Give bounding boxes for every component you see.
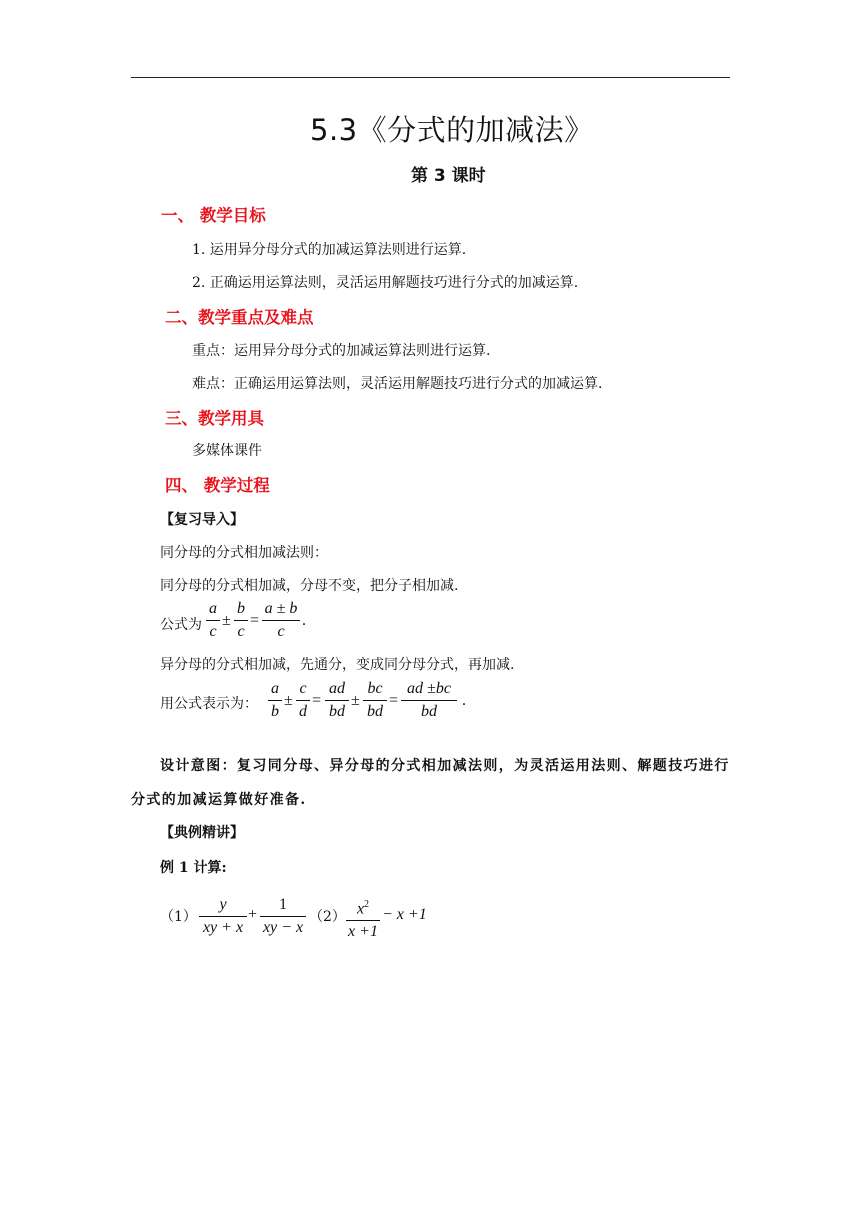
objective-item: 1. 运用异分母分式的加减运算法则进行运算. [192, 242, 467, 258]
period: . [302, 612, 306, 629]
denominator: c [209, 623, 217, 640]
equals-sign: = [312, 692, 322, 709]
numerator: ad ±bc [407, 680, 451, 697]
numerator: b [237, 600, 245, 617]
denominator: xy + x [202, 919, 244, 936]
formula1-prefix: 公式为 [160, 617, 202, 633]
examples-label: 【典例精讲】 [160, 825, 244, 841]
fraction-a-over-b [268, 678, 282, 723]
example1-label: 例 1 计算: [160, 860, 227, 876]
denominator: d [299, 703, 307, 720]
numerator: a ± b [264, 600, 298, 617]
fraction-bc-over-bd [363, 678, 387, 723]
denominator: b [271, 703, 279, 720]
plus-sign: + [248, 906, 258, 923]
objective-item: 2. 正确运用运算法则，灵活运用解题技巧进行分式的加减运算. [192, 275, 579, 291]
numerator: bc [367, 680, 383, 697]
header-rule [131, 77, 730, 78]
numerator: y [219, 896, 227, 913]
lesson-subtitle: 第 3 课时 [411, 166, 486, 186]
numerator: a [209, 600, 217, 617]
fraction-x2-over-x-plus-1 [346, 894, 380, 943]
expression-tail: − x +1 [382, 906, 427, 923]
fraction-c-over-d [296, 678, 310, 723]
denominator: xy − x [262, 919, 304, 936]
equals-sign: = [389, 692, 399, 709]
section-heading-objectives: 一、 教学目标 [161, 206, 266, 225]
denominator: bd [367, 703, 383, 720]
review-unlike-rule: 异分母的分式相加减，先通分，变成同分母分式，再加减. [160, 657, 515, 673]
denominator: c [237, 623, 245, 640]
denominator: bd [329, 703, 345, 720]
numerator: ad [329, 680, 345, 697]
plus-minus-sign: ± [222, 612, 231, 629]
review-rule-text: 同分母的分式相加减，分母不变，把分子相加减. [160, 578, 459, 594]
plus-minus-sign: ± [351, 692, 360, 709]
base: x [356, 900, 365, 918]
denominator: x +1 [348, 923, 378, 941]
tools-item: 多媒体课件 [192, 443, 262, 459]
fraction-y-over-xy-plus-x [199, 894, 247, 939]
design-intent-line1: 设计意图：复习同分母、异分母的分式相加减法则，为灵活运用法则、解题技巧进行 [160, 758, 730, 774]
fraction-a-over-c [206, 598, 220, 643]
fraction-a-pm-b-over-c [262, 598, 300, 643]
review-rule-title: 同分母的分式相加减法则： [160, 545, 328, 561]
formula2-prefix: 用公式表示为： [160, 696, 258, 712]
review-label: 【复习导入】 [160, 512, 244, 528]
fraction-b-over-c [234, 598, 248, 643]
section-heading-tools: 三、教学用具 [165, 409, 264, 428]
difficulty-item: 难点：正确运用运算法则，灵活运用解题技巧进行分式的加减运算. [192, 376, 603, 392]
plus-minus-sign: ± [284, 692, 293, 709]
example1-part1-label: （1） [160, 909, 197, 925]
denominator: bd [421, 703, 437, 720]
page-title: 5.3《分式的加减法》 [310, 113, 594, 147]
section-heading-key-points: 二、教学重点及难点 [165, 308, 314, 327]
numerator: a [271, 680, 279, 697]
fraction-1-over-xy-minus-x [260, 894, 306, 939]
section-heading-process: 四、 教学过程 [165, 476, 270, 495]
fraction-ad-over-bd [325, 678, 349, 723]
denominator: c [277, 623, 285, 640]
period: . [462, 692, 466, 709]
example1-part2-label: （2） [309, 909, 346, 925]
numerator: c [299, 680, 307, 697]
numerator [346, 894, 380, 920]
key-point-item: 重点：运用异分母分式的加减运算法则进行运算. [192, 343, 491, 359]
exponent: 2 [364, 899, 370, 910]
numerator: 1 [279, 896, 287, 913]
equals-sign: = [250, 612, 260, 629]
design-intent-line2: 分式的加减运算做好准备. [131, 792, 307, 808]
fraction-ad-pm-bc-over-bd [401, 678, 457, 723]
